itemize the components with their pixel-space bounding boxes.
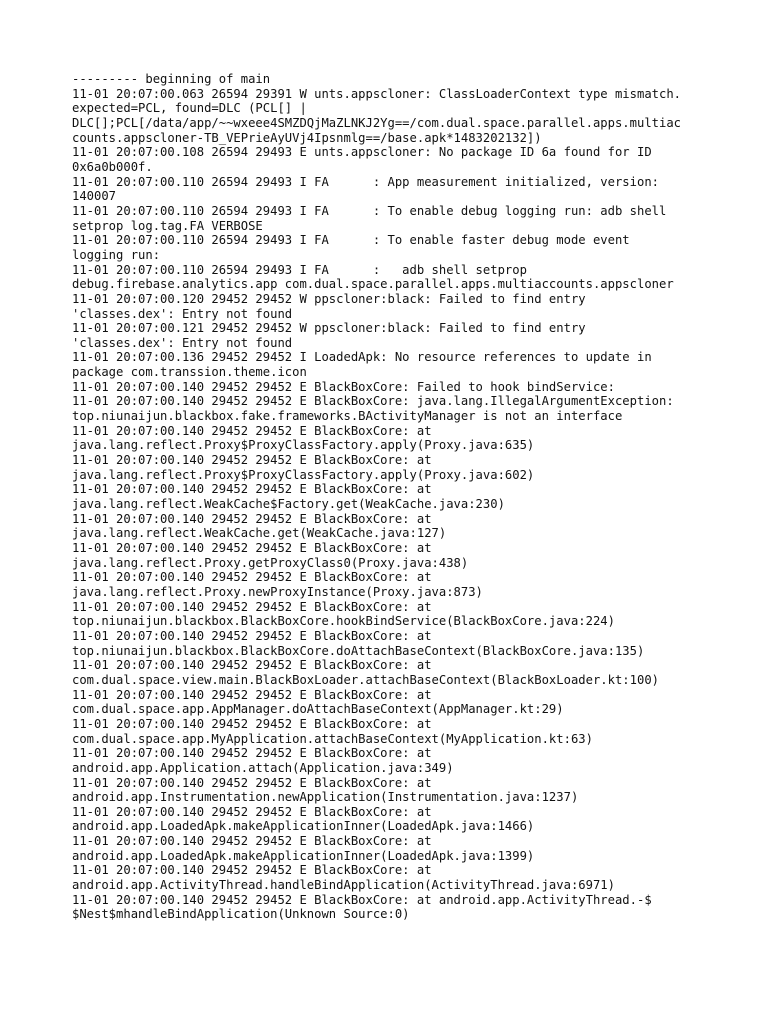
log-line: --------- beginning of main <box>72 72 271 86</box>
log-line: 11-01 20:07:00.140 29452 29452 E BlackBoxCore: Failed to hook bindService: <box>72 379 615 394</box>
log-line: android.app.Instrumentation.newApplication(Instrumentation.java:1237) <box>72 790 579 805</box>
log-line: 11-01 20:07:00.140 29452 29452 E BlackBoxCore: at <box>72 570 432 585</box>
log-line: 11-01 20:07:00.110 26594 29493 I FA : To enable debug logging run: adb shell <box>72 203 667 218</box>
log-line: 11-01 20:07:00.140 29452 29452 E BlackBoxCore: at <box>72 628 432 643</box>
log-line: 11-01 20:07:00.140 29452 29452 E BlackBoxCore: at <box>72 658 432 673</box>
log-line: 0x6a0b000f. <box>72 159 153 174</box>
log-line: 11-01 20:07:00.140 29452 29452 E BlackBoxCore: at <box>72 834 432 849</box>
log-line: java.lang.reflect.Proxy$ProxyClassFactory.apply(Proxy.java:635) <box>72 438 535 453</box>
log-document <box>72 72 712 922</box>
log-line: 'classes.dex': Entry not found <box>72 306 293 321</box>
log-line: 11-01 20:07:00.140 29452 29452 E BlackBoxCore: at <box>72 687 432 702</box>
log-line: 11-01 20:07:00.140 29452 29452 E BlackBoxCore: at <box>72 541 432 555</box>
log-line: android.app.LoadedApk.makeApplicationInner(LoadedApk.java:1399) <box>72 848 535 863</box>
log-line: 140007 <box>72 189 117 204</box>
log-line: debug.firebase.analytics.app com.dual.space.parallel.apps.multiaccounts.appscloner <box>72 277 674 292</box>
log-line: 11-01 20:07:00.140 29452 29452 E BlackBoxCore: at <box>72 804 432 819</box>
log-line: 11-01 20:07:00.140 29452 29452 E BlackBoxCore: at <box>72 863 432 878</box>
log-line: DLC[];PCL[/data/app/~~wxeee4SMZDQjMaZLNKJ2Yg==/com.dual.space.parallel.apps.multiac <box>72 115 682 130</box>
log-line: 11-01 20:07:00.140 29452 29452 E BlackBoxCore: at <box>72 423 432 438</box>
log-line: 11-01 20:07:00.140 29452 29452 E BlackBoxCore: at <box>72 775 432 790</box>
log-line: top.niunaijun.blackbox.BlackBoxCore.doAttachBaseContext(BlackBoxCore.java:135) <box>72 643 645 658</box>
log-line: 11-01 20:07:00.140 29452 29452 E BlackBoxCore: at <box>72 511 432 526</box>
log-line: 'classes.dex': Entry not found <box>72 335 293 350</box>
log-line: 11-01 20:07:00.140 29452 29452 E BlackBoxCore: at android.app.ActivityThread.-$ <box>72 892 652 907</box>
log-line: 11-01 20:07:00.140 29452 29452 E BlackBoxCore: java.lang.IllegalArgumentException: <box>72 394 674 409</box>
log-line: $Nest$mhandleBindApplication(Unknown Source:0) <box>72 907 410 922</box>
log-line: java.lang.reflect.Proxy.newProxyInstance(Proxy.java:873) <box>72 584 483 599</box>
log-line: java.lang.reflect.Proxy$ProxyClassFactory.apply(Proxy.java:602) <box>72 467 535 482</box>
log-line: com.dual.space.app.MyApplication.attachBaseContext(MyApplication.kt:63) <box>72 731 593 746</box>
log-line: android.app.ActivityThread.handleBindApplication(ActivityThread.java:6971) <box>72 878 615 893</box>
log-line: 11-01 20:07:00.120 29452 29452 W ppscloner:black: Failed to find entry <box>72 291 586 306</box>
log-line: android.app.Application.attach(Application.java:349) <box>72 760 454 775</box>
log-line: 11-01 20:07:00.136 29452 29452 I LoadedApk: No resource references to update in <box>72 350 652 365</box>
log-line: java.lang.reflect.WeakCache.get(WeakCache.java:127) <box>72 526 447 541</box>
log-line: 11-01 20:07:00.140 29452 29452 E BlackBoxCore: at <box>72 482 432 497</box>
log-line: package com.transsion.theme.icon <box>72 365 307 380</box>
log-line: counts.appscloner-TB_VEPrieAyUVj4Ipsnmlg==/base.apk*1483202132]) <box>72 130 542 145</box>
log-line: 11-01 20:07:00.140 29452 29452 E BlackBoxCore: at <box>72 599 432 614</box>
log-line: com.dual.space.app.AppManager.doAttachBaseContext(AppManager.kt:29) <box>72 702 564 717</box>
log-line: 11-01 20:07:00.063 26594 29391 W unts.appscloner: ClassLoaderContext type mismatch. <box>72 86 682 101</box>
log-line: 11-01 20:07:00.110 26594 29493 I FA : adb shell setprop <box>72 262 527 277</box>
log-line: top.niunaijun.blackbox.fake.frameworks.BActivityManager is not an interface <box>72 409 623 424</box>
log-line: top.niunaijun.blackbox.BlackBoxCore.hookBindService(BlackBoxCore.java:224) <box>72 614 615 629</box>
log-line: 11-01 20:07:00.108 26594 29493 E unts.appscloner: No package ID 6a found for ID <box>72 145 652 160</box>
log-line: 11-01 20:07:00.140 29452 29452 E BlackBoxCore: at <box>72 453 432 468</box>
log-line: com.dual.space.view.main.BlackBoxLoader.attachBaseContext(BlackBoxLoader.kt:100) <box>72 672 659 687</box>
log-line: 11-01 20:07:00.121 29452 29452 W ppscloner:black: Failed to find entry <box>72 321 586 336</box>
log-line: 11-01 20:07:00.140 29452 29452 E BlackBoxCore: at <box>72 716 432 731</box>
log-line: 11-01 20:07:00.110 26594 29493 I FA : App measurement initialized, version: <box>72 174 659 189</box>
log-line: java.lang.reflect.Proxy.getProxyClass0(Proxy.java:438) <box>72 555 469 570</box>
log-line: java.lang.reflect.WeakCache$Factory.get(WeakCache.java:230) <box>72 497 505 512</box>
log-line: 11-01 20:07:00.140 29452 29452 E BlackBoxCore: at <box>72 746 432 761</box>
log-line: setprop log.tag.FA VERBOSE <box>72 218 263 233</box>
log-line: expected=PCL, found=DLC (PCL[] | <box>72 101 307 116</box>
log-line: logging run: <box>72 247 161 262</box>
log-line: 11-01 20:07:00.110 26594 29493 I FA : To enable faster debug mode event <box>72 233 630 248</box>
log-line: android.app.LoadedApk.makeApplicationInner(LoadedApk.java:1466) <box>72 819 535 834</box>
